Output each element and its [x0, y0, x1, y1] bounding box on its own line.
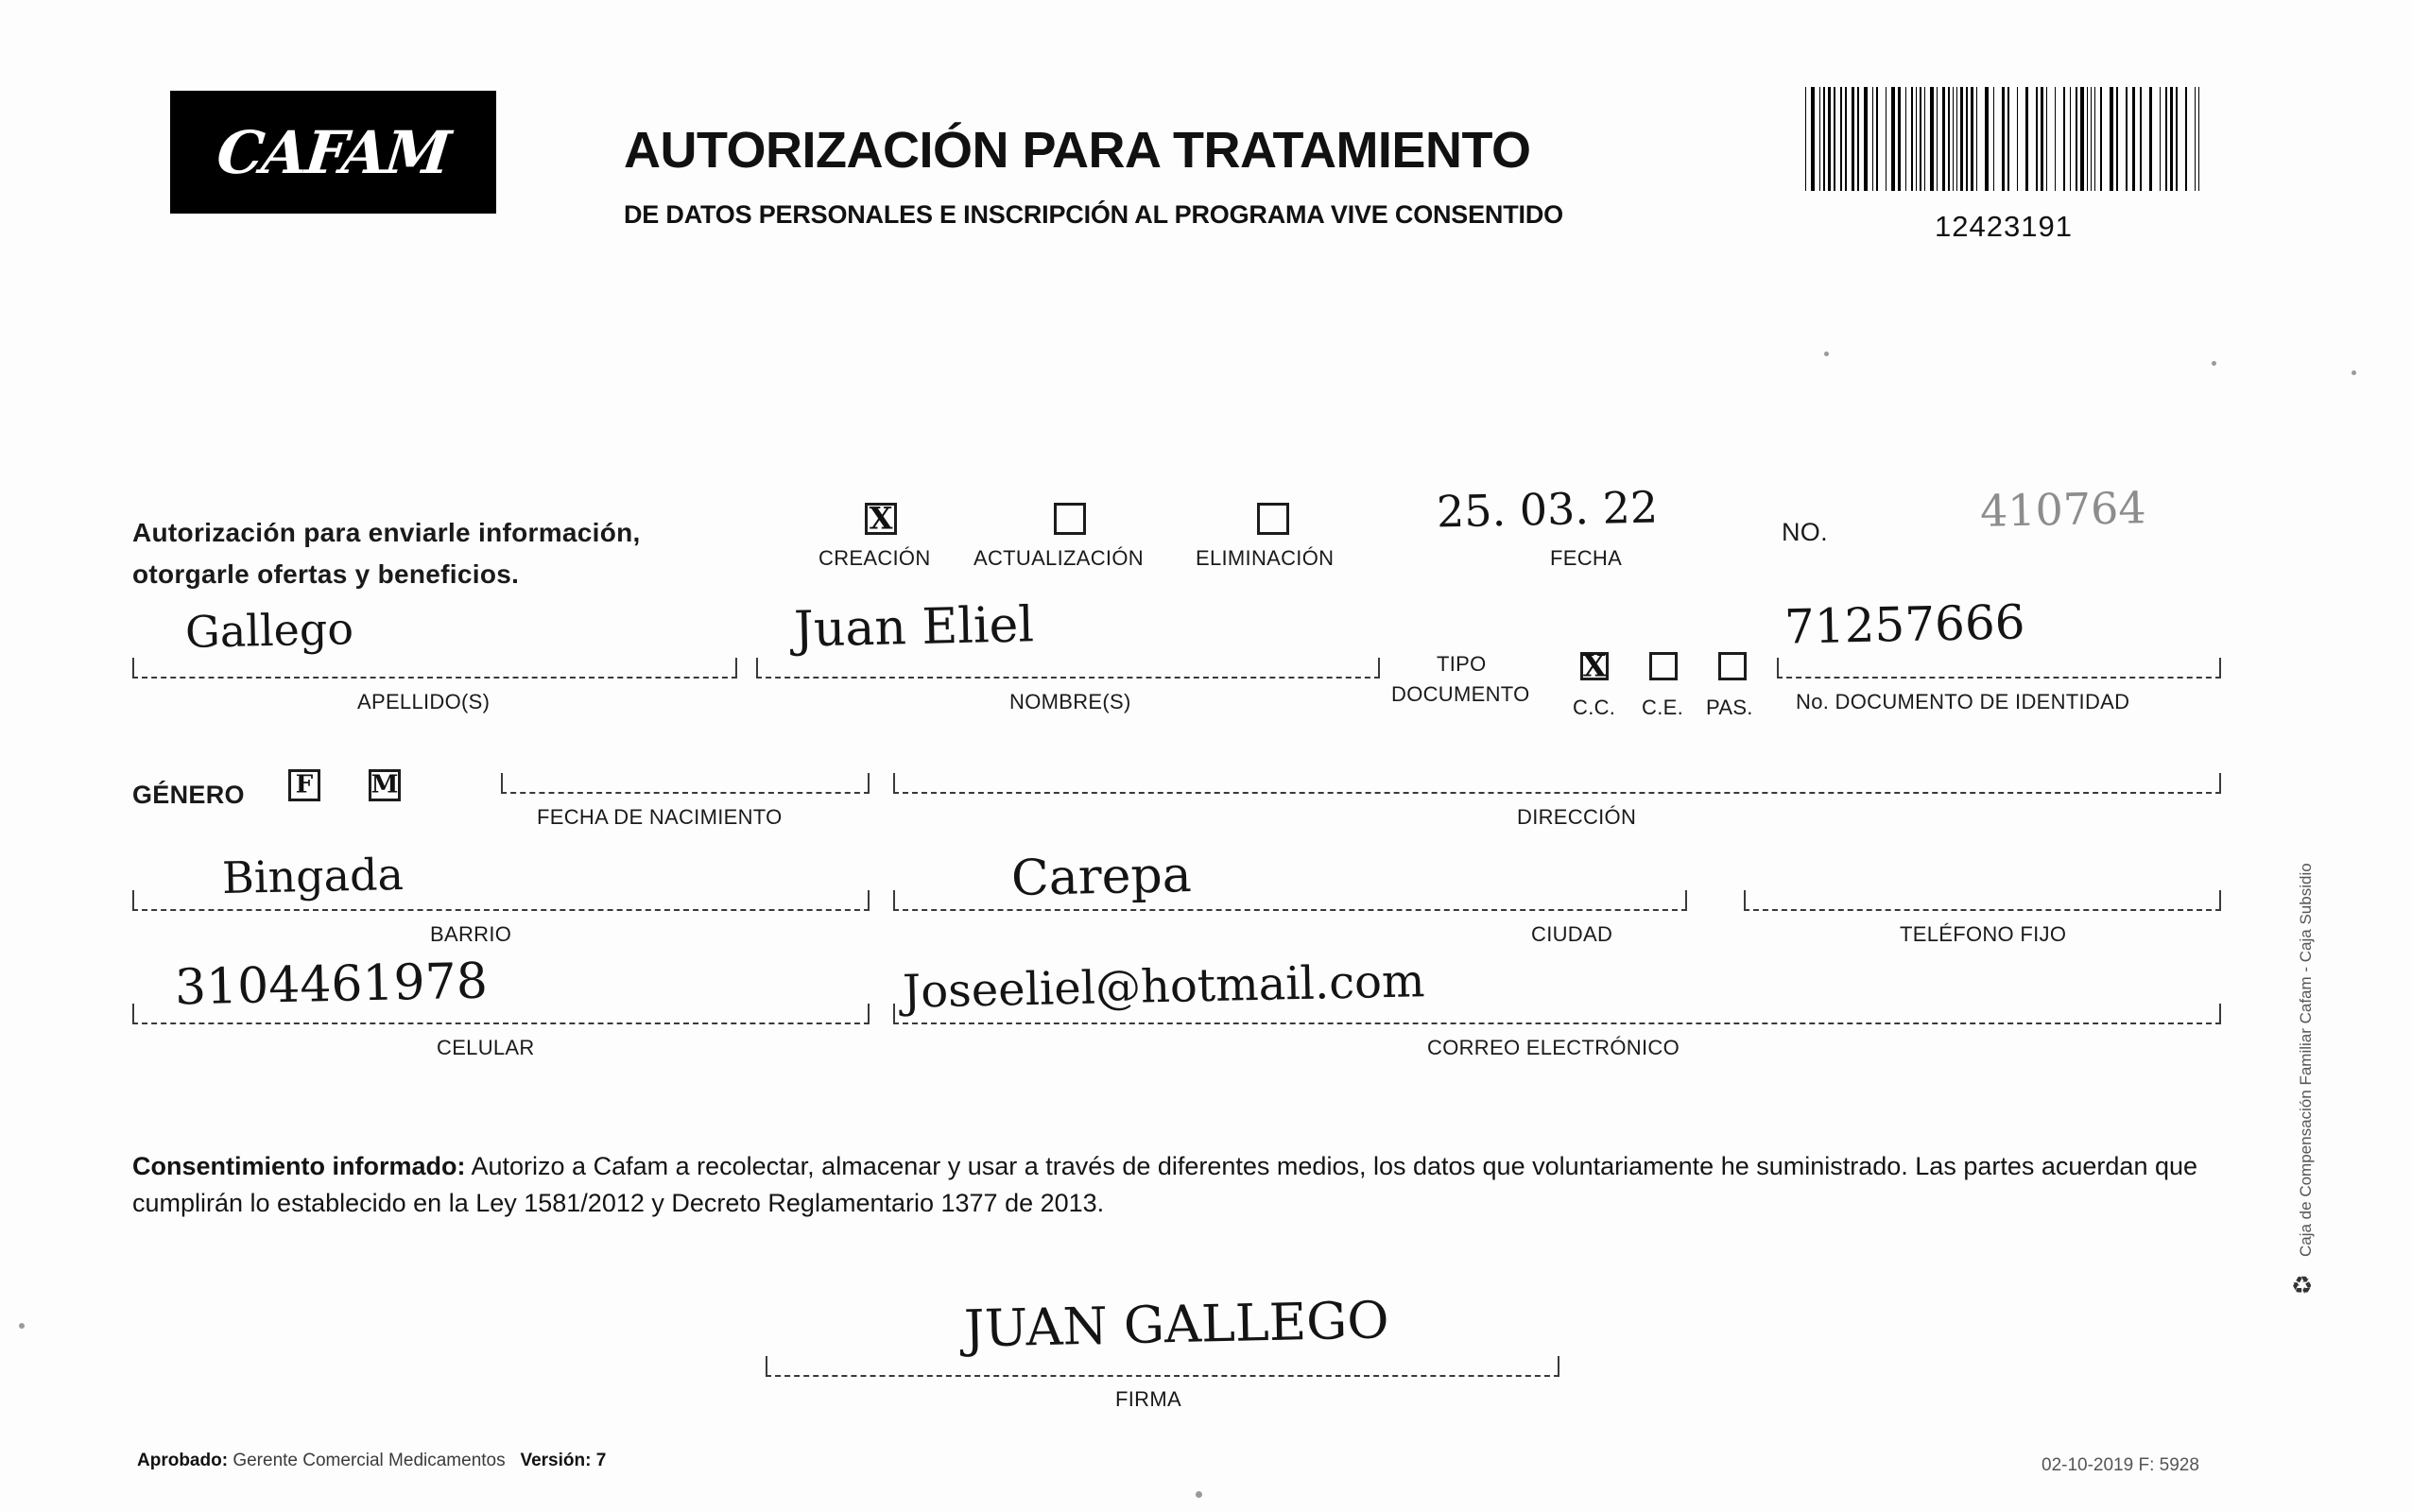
firma-value[interactable]: JUAN GALLEGO [963, 1290, 1390, 1359]
barcode [1805, 87, 2202, 191]
ciudad-line [893, 909, 1687, 911]
page-title: AUTORIZACIÓN PARA TRATAMIENTO [624, 122, 1531, 179]
scan-speck [19, 1323, 25, 1329]
scan-speck [2212, 361, 2216, 366]
label-eliminacion: ELIMINACIÓN [1196, 546, 1335, 570]
logo-text: CAFAM [214, 117, 453, 187]
fecha-nacimiento-line [501, 792, 870, 794]
fecha-nacimiento-label: FECHA DE NACIMIENTO [537, 805, 783, 829]
ciudad-label: CIUDAD [1531, 922, 1613, 946]
firma-label: FIRMA [1115, 1387, 1181, 1411]
tipo-documento-label-2: DOCUMENTO [1391, 682, 1530, 706]
correo-line [893, 1022, 2221, 1024]
direccion-line [893, 792, 2221, 794]
firma-line [766, 1375, 1559, 1377]
correo-value[interactable]: Joseeliel@hotmail.com [902, 954, 1426, 1019]
barrio-line [132, 909, 870, 911]
checkbox-ce[interactable] [1649, 652, 1678, 680]
footer-approved-label: Aprobado: [137, 1451, 229, 1470]
footer-code: 02-10-2019 F: 5928 [2042, 1455, 2199, 1475]
tipo-documento-label-1: TIPO [1437, 652, 1487, 676]
label-actualizacion: ACTUALIZACIÓN [973, 546, 1144, 570]
celular-label: CELULAR [437, 1036, 535, 1059]
telefono-fijo-line [1744, 909, 2221, 911]
authorization-statement-line2: otorgarle ofertas y beneficios. [132, 559, 520, 589]
cafam-logo [170, 91, 496, 214]
nombres-value[interactable]: Juan Eliel [793, 596, 1035, 659]
checkbox-actualizacion[interactable] [1054, 503, 1086, 535]
barrio-label: BARRIO [430, 922, 512, 946]
label-cc: C.C. [1573, 696, 1616, 719]
barcode-number: 12423191 [1935, 210, 2073, 243]
recycle-icon: ♻ [2291, 1271, 2314, 1299]
checkbox-cc-mark: X [1582, 647, 1607, 684]
documento-label: No. DOCUMENTO DE IDENTIDAD [1796, 690, 2130, 713]
footer-approved-by: Gerente Comercial Medicamentos [233, 1451, 506, 1470]
ciudad-value[interactable]: Carepa [1010, 847, 1193, 907]
label-creacion: CREACIÓN [818, 546, 931, 570]
consent-paragraph [132, 1148, 2240, 1222]
celular-line [132, 1022, 870, 1024]
telefono-fijo-label: TELÉFONO FIJO [1900, 922, 2067, 946]
correo-label: CORREO ELECTRÓNICO [1427, 1036, 1680, 1059]
page-subtitle: DE DATOS PERSONALES E INSCRIPCIÓN AL PROGRAMA VIVE CONSENTIDO [624, 200, 1563, 229]
genero-label: GÉNERO [132, 781, 245, 809]
scan-speck [1824, 352, 1829, 356]
nombres-label: NOMBRE(S) [1009, 690, 1131, 713]
nombres-line [756, 677, 1380, 679]
documento-line [1777, 677, 2221, 679]
checkbox-pas[interactable] [1718, 652, 1747, 680]
checkbox-genero-m[interactable] [369, 769, 401, 801]
numero-label: NO. [1782, 518, 1828, 546]
footer-approved [137, 1451, 606, 1471]
checkbox-creacion-mark: X [869, 500, 893, 537]
label-pas: PAS. [1706, 696, 1753, 719]
fecha-label: FECHA [1550, 546, 1623, 570]
label-genero-m: M [370, 770, 399, 799]
apellidos-label: APELLIDO(S) [357, 690, 491, 713]
fecha-value[interactable]: 25. 03. 22 [1436, 481, 1659, 538]
consent-heading: Consentimiento informado: [132, 1152, 466, 1180]
numero-value[interactable]: 410764 [1979, 482, 2147, 537]
checkbox-genero-f[interactable] [288, 769, 320, 801]
documento-value[interactable]: 71257666 [1783, 594, 2026, 655]
consent-body: Autorizo a Cafam a recolectar, almacenar y usar a través de diferentes medios, los datos que voluntariamente he suministrado. Las partes acuerdan que cumplirán lo establecido en la Ley 1581/2012 y Decreto Reglamentario 1377 de 2013. [132, 1152, 2198, 1218]
scan-speck [2352, 370, 2356, 375]
footer-side-note: Caja de Compensación Familiar Cafam - Caja Subsidio [2297, 863, 2315, 1257]
footer-version: Versión: 7 [520, 1451, 607, 1470]
apellidos-value[interactable]: Gallego [184, 603, 354, 658]
barrio-value[interactable]: Bingada [221, 848, 405, 904]
label-genero-f: F [295, 770, 314, 799]
checkbox-cc[interactable] [1580, 647, 1609, 684]
label-ce: C.E. [1642, 696, 1683, 719]
apellidos-line [132, 677, 737, 679]
authorization-statement-line1: Autorización para enviarle información, [132, 518, 641, 547]
scan-speck [1196, 1491, 1202, 1498]
direccion-label: DIRECCIÓN [1517, 805, 1637, 829]
checkbox-eliminacion[interactable] [1257, 503, 1289, 535]
checkbox-creacion[interactable] [865, 500, 897, 537]
celular-value[interactable]: 3104461978 [174, 953, 489, 1017]
